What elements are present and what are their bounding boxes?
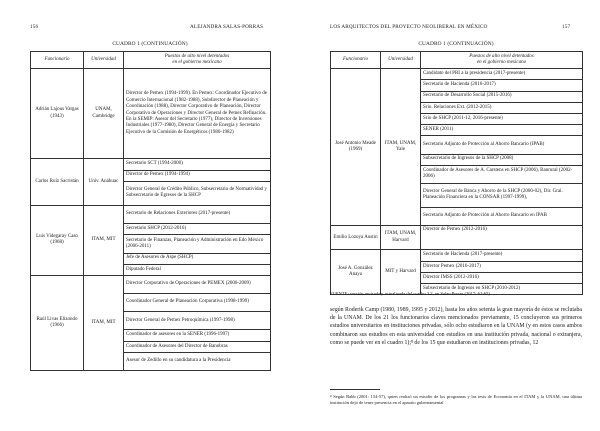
position-cell: Secretario de Desarrollo Social (2015-2016): [421, 91, 583, 102]
official-name: José Antonio Meade (1969): [331, 69, 381, 226]
left-page-number: 156: [30, 24, 39, 30]
header-puestos: [124, 52, 271, 69]
table-row: [31, 275, 271, 293]
left-table: [30, 51, 271, 371]
position-cell: Subsecretario de Ingresos de la SHCP (2008): [421, 154, 583, 165]
position-cell: Coordinador de asesores en la SENER (1996-1997): [124, 330, 271, 341]
official-name: José A. González Anaya: [331, 250, 381, 295]
position-cell: Director General de Banca y Ahorro de la SHCP (2000-02), Dir. Gral. Planeación Financiera en la CONSAR (1997-1999),: [421, 183, 583, 207]
right-page-number: 157: [562, 24, 571, 30]
table-row: [331, 69, 583, 80]
right-table: [330, 51, 583, 295]
header-universidad: Universidad: [381, 52, 421, 69]
official-university: ITAM, MIT: [84, 275, 124, 370]
official-university: UNAM, Cambridge: [84, 69, 124, 159]
official-university: Univ. Anáhuac: [84, 159, 124, 206]
position-cell: Jefe de Asesores de Aspe (SHCP): [124, 253, 271, 264]
official-name: Raúl Livas Elizondo (1966): [31, 275, 84, 370]
position-cell: Director de Pemex (2012-2016): [421, 226, 583, 250]
position-cell: Srio. Relaciones Ext. (2012-2015): [421, 102, 583, 113]
right-table-caption: CUADRO 1 (CONTINUACIÓN): [418, 41, 494, 47]
position-cell: Director Corporativo de Operaciones de PEMEX (2006-2009): [124, 275, 271, 293]
official-name: Emilio Lozoya Austin: [331, 226, 381, 250]
body-paragraph: según Roderik Camp (1980, 1989, 1995 y 2012), hasta los años setenta la gran mayoría de éstos se reclutaba de la UNAM. De los 21 los funcionarios claves mencionados previamente, 15 concluyeron sus primeros estudios universitarios en instituciones privadas, sólo ocho estudiaron en la UNAM (y en estos casos ambos combinaron sus estudios en esta universidad con estudios en una institución privada, nacional o extranjera, como se puede ver en el cuadro 1);⁸ de los 15 que estudiaron en instituciones privadas, 12: [330, 307, 582, 346]
table-row: [331, 250, 583, 261]
position-cell: Secretario de Finanzas, Planeación y Administración en Edo México (2006-2011): [124, 235, 271, 253]
table-row: [31, 205, 271, 223]
table-row: [31, 69, 271, 159]
position-cell: Subsecretario de Ingresos en SHCP (2010-2012): [421, 284, 583, 295]
left-running-head: ALEJANDRA SALAS-PORRAS: [190, 24, 264, 30]
official-university: ITAM, MIT: [84, 205, 124, 275]
header-funcionario: Funcionario: [31, 52, 84, 69]
table-row: [31, 159, 271, 170]
position-cell: Coordinador de Asesores del Director de Banobras: [124, 341, 271, 352]
position-cell: Director de Pemex (1994-1994): [124, 170, 271, 181]
position-cell: Secretario de Relaciones Exteriores (2017-presente): [124, 205, 271, 223]
position-cell: Director Pemex (2016-2017): [421, 261, 583, 272]
left-table-caption: CUADRO 1 (CONTINUACIÓN): [112, 41, 188, 47]
header-universidad: Universidad: [84, 52, 124, 69]
right-table-header: [331, 52, 583, 69]
table-source-note: FUENTE: versión revisada y actualizada del cuadro 3.2, en Salas-Porras (2017: 62-65).: [330, 291, 491, 296]
official-university: ITAM, UNAM, Yale: [381, 69, 421, 226]
position-cell: Secretario de Hacienda (2016-2017): [421, 80, 583, 91]
position-cell: Diputado Federal: [124, 264, 271, 275]
position-cell: Director General de Pemex Petroquímica (1997-1998): [124, 312, 271, 330]
position-cell: Secretario Adjunto de Protección al Ahorro Bancario (IPAB): [421, 136, 583, 154]
header-puestos-line2: en el gobierno mexicano: [476, 60, 527, 66]
footnote: ⁸ Según Babb (2001: 154-57), quien realizó un estudio de los programas y las tesis de Economía en el ITAM y la UNAM, una última institución dejó de tener presencia en el aparato gubernamental: [330, 394, 582, 405]
header-puestos-line1: Puestos de alto nivel detentados: [469, 53, 534, 59]
official-university: ITAM, UNAM, Harvard: [381, 226, 421, 250]
position-cell: Secretario Adjunto de Protección al Ahorro Bancario en IPAB: [421, 208, 583, 226]
official-name: Carlos Ruiz Sacristán: [31, 159, 84, 206]
position-cell: Coordinador de Asesores de A. Carstens en SHCP (2006), Banrural (2002-2006): [421, 165, 583, 183]
position-cell: Asesor de Zedillo en su candidatura a la Presidencia: [124, 352, 271, 370]
official-university: MIT y Harvard: [381, 250, 421, 295]
official-name: Luis Videgaray Caso (1968): [31, 205, 84, 275]
position-cell: Secretario SHCP (2012-2016): [124, 224, 271, 235]
position-cell: SENER (2011): [421, 125, 583, 136]
left-table-header: [31, 52, 271, 69]
header-puestos: [421, 52, 583, 69]
position-cell: Candidato del PRI a la presidencia (2017-presente): [421, 69, 583, 80]
official-name: Adrián Lajous Vargas (1943): [31, 69, 84, 159]
table-row: [331, 226, 583, 250]
position-cell: Coordinador General de Planeación Corporativa (1998-1999): [124, 294, 271, 312]
position-cell: Director IMSS (2012-2016): [421, 272, 583, 283]
header-puestos-line1: Puestos de alto nivel detentados: [164, 53, 230, 59]
header-puestos-line2: en el gobierno mexicano: [172, 60, 222, 66]
right-running-head: LOS ARQUITECTOS DEL PROYECTO NEOLIBERAL EN MÉXICO: [330, 24, 488, 30]
header-funcionario: Funcionario: [331, 52, 381, 69]
position-cell: Secretario de Hacienda (2017-presente): [421, 250, 583, 261]
position-cell: Director de Pemex (1994-1999). En Pemex: Coordinador Ejecutivo de Comercio Internacional (1982-1988), Subdirector de Planeación y Coordinación (1988), Director Corporativo de Planeación, Director Corporativo de Operaciones y Director General de Pemex Refinación. En la SEMIP: Asesor del Secretario (1977), Director de Inversiones Industriales (1977-1980), Director General de Energía y Secretario Ejecutivo de la Comisión de Energéticos (1980-1982): [124, 69, 271, 159]
position-cell: Srio de SHCP (2011-12, 2016-presente): [421, 113, 583, 124]
position-cell: Director General de Crédito Público, Subsecretario de Normatividad y Subsecretario de Egresos de la SHCP: [124, 181, 271, 205]
position-cell: Secretario SCT (1994-2000): [124, 159, 271, 170]
footnote-divider: [330, 389, 380, 390]
